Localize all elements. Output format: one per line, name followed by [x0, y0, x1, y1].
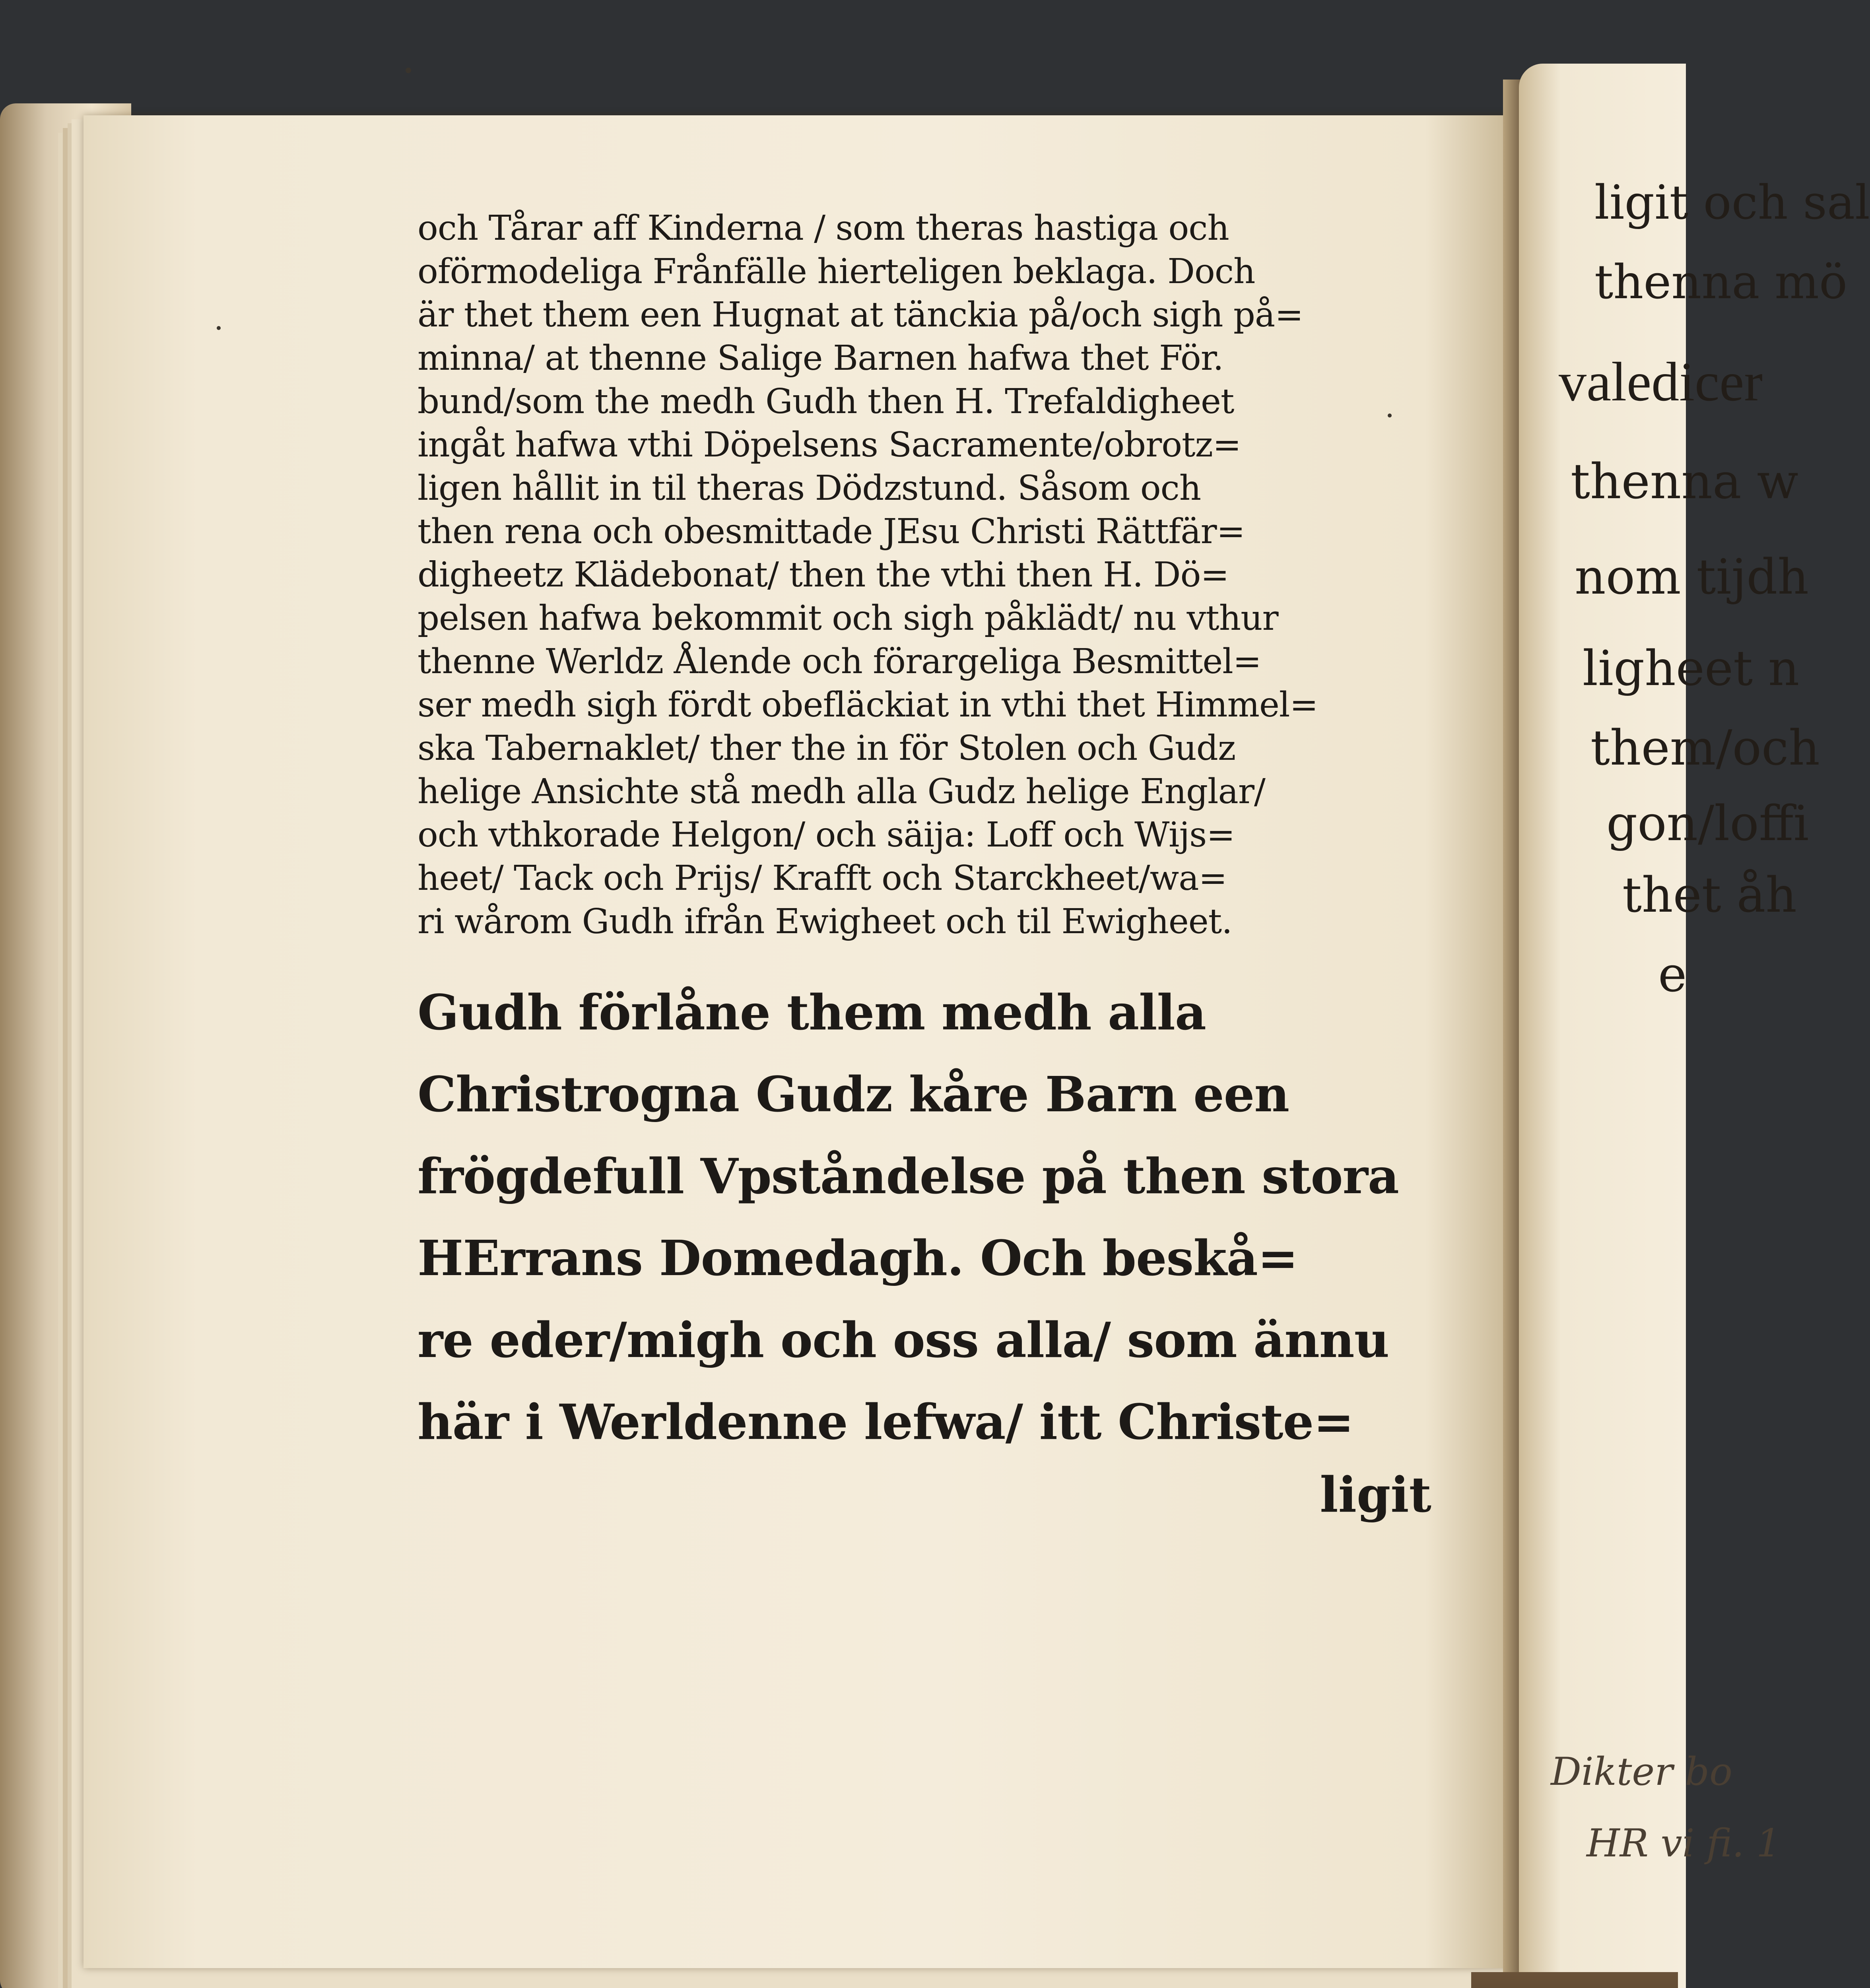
- facing-line-6: ligheet n: [1583, 640, 1800, 697]
- body-line-4: minna/ at thenne Salige Barnen hafwa thet För.: [417, 338, 1223, 378]
- body-line-7: ligen hållit in til theras Dödzstund. Såsom och: [417, 468, 1201, 508]
- body-line-16: heet/ Tack och Prijs/ Krafft och Starckheet/wa=: [417, 858, 1227, 898]
- body-line-17: ri wårom Gudh ifrån Ewigheet och til Ewigheet.: [417, 902, 1232, 942]
- dust-speck: [1388, 414, 1392, 417]
- body-line-8: then rena och obesmittade JEsu Christi Rättfär=: [417, 512, 1245, 551]
- body-line-13: ska Tabernaklet/ ther the in för Stolen och Gudz: [417, 728, 1236, 768]
- facing-line-3: valedicer: [1559, 351, 1763, 413]
- closing-blessing: [417, 971, 1431, 1463]
- closing-line-6: här i Werldenne lefwa/ itt Christe=: [417, 1393, 1354, 1450]
- handwritten-note-1: Dikter bo: [1551, 1749, 1732, 1794]
- body-line-11: thenne Werldz Ålende och förargeliga Besmittel=: [417, 642, 1261, 681]
- body-line-9: digheetz Klädebonat/ then the vthi then H. Dö=: [417, 555, 1229, 595]
- body-line-3: är thet them een Hugnat at tänckia på/och sigh på=: [417, 295, 1303, 335]
- facing-line-1: ligit och sal: [1594, 175, 1870, 230]
- body-line-15: och vthkorade Helgon/ och säija: Loff och Wijs=: [417, 815, 1235, 855]
- closing-line-2: Christrogna Gudz kåre Barn een: [417, 1066, 1289, 1123]
- facing-line-10: e: [1658, 946, 1687, 1003]
- handwritten-note-2: HR vi fi. 1: [1586, 1821, 1781, 1866]
- facing-line-4: thenna w: [1571, 453, 1798, 510]
- body-line-2: oförmodeliga Frånfälle hierteligen beklaga. Doch: [417, 252, 1255, 291]
- catchword: ligit: [1320, 1466, 1431, 1523]
- body-line-12: ser medh sigh fördt obefläckiat in vthi thet Himmel=: [417, 685, 1318, 725]
- closing-line-4: HErrans Domedagh. Och beskå=: [417, 1229, 1298, 1287]
- body-line-10: pelsen hafwa bekommit och sigh påklädt/ nu vthur: [417, 598, 1278, 638]
- closing-line-1: Gudh förlåne them medh alla: [417, 984, 1206, 1041]
- dust-speck: [406, 68, 411, 73]
- closing-line-3: frögdefull Vpståndelse på then stora: [417, 1147, 1399, 1205]
- closing-line-5: re eder/migh och oss alla/ som ännu: [417, 1311, 1389, 1369]
- facing-line-9: thet åh: [1622, 867, 1797, 923]
- facing-line-5: nom tijdh: [1575, 549, 1809, 605]
- body-line-6: ingåt hafwa vthi Döpelsens Sacramente/obrotz=: [417, 425, 1241, 465]
- body-line-1: och Tårar aff Kinderna / som theras hastiga och: [417, 208, 1229, 248]
- facing-line-8: gon/loffi: [1606, 795, 1809, 852]
- facing-line-7: them/och: [1590, 720, 1820, 776]
- body-line-5: bund/som the medh Gudh then H. Trefaldigheet: [417, 382, 1234, 421]
- facing-line-2: thenna mö: [1594, 254, 1848, 309]
- main-text-block: [417, 207, 1431, 1530]
- spine-bottom: [1471, 1972, 1678, 1988]
- body-line-14: helige Ansichte stå medh alla Gudz helige Englar/: [417, 772, 1265, 812]
- dust-speck: [217, 326, 221, 330]
